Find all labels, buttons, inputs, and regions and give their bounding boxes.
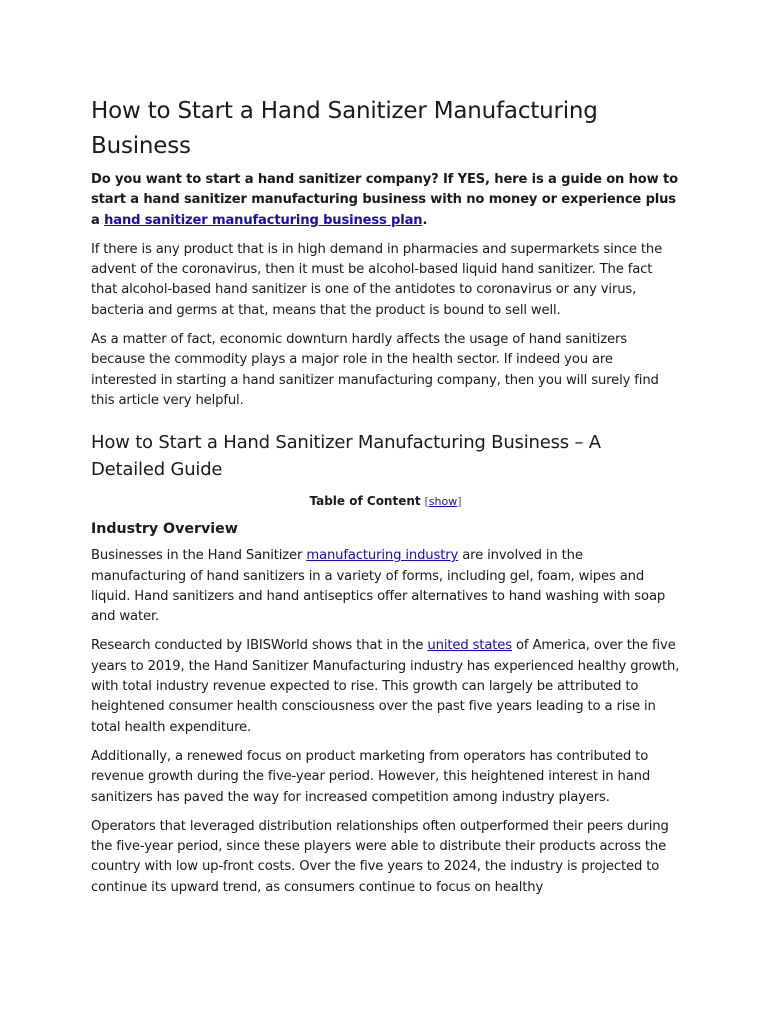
paragraph-downturn: As a matter of fact, economic downturn hardly affects the usage of hand sanitizers because the commodity plays a major role in the health sector. If indeed you are interested in starting a hand sanitizer manufacturing company, then you will surely find this article very helpful. xyxy=(91,332,659,408)
section-heading: Industry Overview xyxy=(91,521,238,538)
united-states-link[interactable]: united states xyxy=(427,638,512,654)
toc-show-link[interactable]: show xyxy=(428,495,458,509)
p2-before: Research conducted by IBISWorld shows that in the xyxy=(91,638,428,654)
intro-text: Do you want to start a hand sanitizer company? If YES, here is a guide on how to start a hand sanitizer manufacturing business with no money or experience plus a xyxy=(91,172,678,228)
business-plan-link[interactable]: hand sanitizer manufacturing business plan xyxy=(104,212,423,228)
paragraph-industry xyxy=(91,546,680,627)
paragraph-distribution: Operators that leveraged distribution relationships often outperformed their peers during the five-year period, since these players were able to distribute their products across the country with low up-front costs. Over the five years to 2024, the industry is projected to continue its upward trend, as consumers continue to focus on healthy xyxy=(91,818,669,895)
toc-open-bracket: [ xyxy=(424,495,429,509)
p1-after: are involved in the manufacturing of hand sanitizers in a variety of forms, including gel, foam, wipes and liquid. Hand sanitizers and hand antiseptics offer alternatives to hand washing with soap and water. xyxy=(91,548,666,625)
p2-after: of America, over the five years to 2019, the Hand Sanitizer Manufacturing industry has experienced healthy growth, with total industry revenue expected to rise. This growth can largely be attributed to heightened consumer health consciousness over the past five years leading to a rise in total health expenditure. xyxy=(91,638,680,735)
article-subtitle: How to Start a Hand Sanitizer Manufacturing Business – A Detailed Guide xyxy=(91,432,601,481)
toc-title: Table of Content xyxy=(309,494,421,509)
manufacturing-industry-link[interactable]: manufacturing industry xyxy=(306,548,459,564)
article-title: How to Start a Hand Sanitizer Manufacturing Business xyxy=(91,98,598,159)
intro-end: . xyxy=(422,212,428,228)
intro-paragraph xyxy=(91,170,680,231)
paragraph-marketing: Additionally, a renewed focus on product marketing from operators has contributed to revenue growth during the five-year period. However, this heightened interest in hand sanitizers has paved the way for increased competition among industry players. xyxy=(91,748,651,805)
paragraph-demand: If there is any product that is in high demand in pharmacies and supermarkets since the advent of the coronavirus, then it must be alcohol-based liquid hand sanitizer. The fact that alcohol-based hand sanitizer is one of the antidotes to coronavirus or any virus, bacteria and germs at that, means that the product is bound to sell well. xyxy=(91,241,663,318)
table-of-content xyxy=(91,491,680,512)
toc-close-bracket: ] xyxy=(457,495,462,509)
paragraph-research xyxy=(91,636,680,737)
p1-before: Businesses in the Hand Sanitizer xyxy=(91,548,307,564)
